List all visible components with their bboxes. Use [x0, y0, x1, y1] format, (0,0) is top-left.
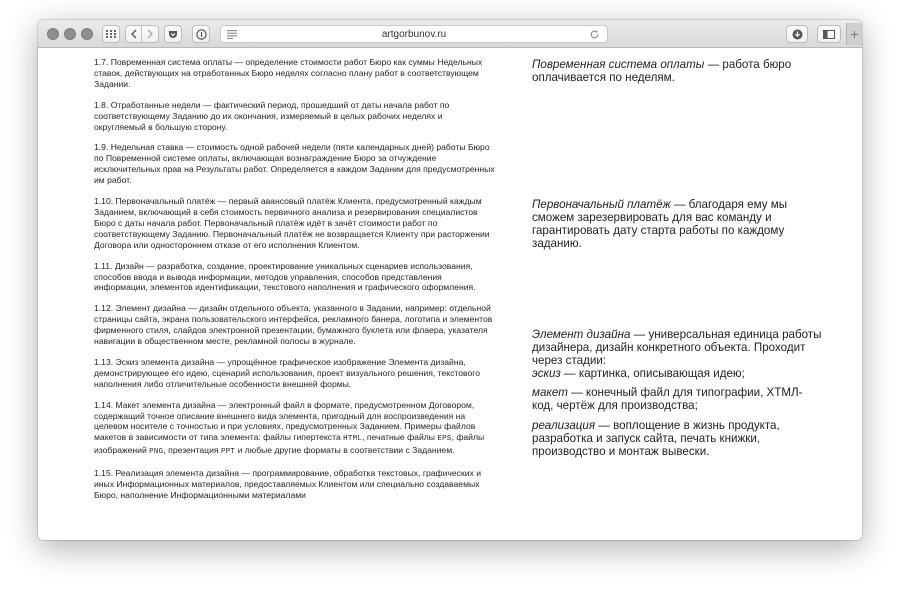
format-ppt: PPT: [220, 448, 236, 457]
browser-toolbar: [38, 20, 862, 48]
note-intro: [532, 328, 822, 367]
forward-button[interactable]: [142, 25, 159, 43]
reload-icon[interactable]: [589, 29, 600, 40]
term-1-14-text-c: , файлы изображений: [94, 432, 485, 456]
stage-text: — картинка, описывающая идею;: [564, 367, 745, 381]
side-note-initial-payment: [532, 198, 822, 250]
term-1-15: 1.15. Реализация элемента дизайна — программирование, обработка текстовых, графических и иных Информационных материалов, предоставляемых Клиентом или специально создаваемых Бюро, наполнение Информационными материалами: [94, 468, 481, 500]
term-1-10: 1.10. Первоначальный платёж — первый авансовый платёж Клиента, предусмотренный каждым Заданием, включающий в себя стоимость первичного анализа и резервирования специалистов Бюро с даты начала работ. Первоначальный платёж идёт в зачёт стоимости работ по соответствующему Заданию. Первоначальный платёж не возвращается Клиенту при расторжении Договора или одностороннем отказе от его исполнения Клиентом.: [94, 196, 490, 250]
back-button[interactable]: [125, 25, 142, 43]
term-1-11: 1.11. Дизайн — разработка, создание, проектирование уникальных сценариев использования, способов ввода и вывода информации, методов управления, способов представления информации, элементов идентификации, текстового наполнения и графического оформления.: [94, 260, 476, 293]
zoom-window-button[interactable]: [81, 28, 93, 40]
side-note-design-element: [532, 328, 822, 458]
chevron-left-icon: [131, 29, 137, 39]
download-icon: [792, 29, 803, 40]
page-content: [38, 49, 862, 540]
side-note-payment-system: [532, 58, 822, 84]
term-1-14-text-d: , презентация: [163, 445, 219, 456]
new-tab-button[interactable]: [846, 23, 862, 45]
stage-layout: [532, 386, 822, 412]
address-url: artgorbunov.ru: [381, 28, 447, 40]
info-circle-icon: [196, 29, 207, 40]
chevron-right-icon: [147, 29, 153, 39]
note-term: Первоначальный платёж: [532, 198, 671, 211]
stage-text: — конечный файл для типографии, ХТМЛ-код, чертёж для производства;: [532, 386, 803, 413]
stage-term: реализация: [532, 418, 596, 432]
stage-sketch: [532, 367, 822, 380]
grid-icon: [106, 30, 116, 38]
term-1-9: 1.9. Недельная ставка — стоимость одной рабочей недели (пяти календарных дней) работы Бюро по Повременной системе оплаты, включающая вознаграждение Бюро за отчуждение исключительных прав на Результаты работ. Определяется в каждом Задании для предусмотренных им работ.: [94, 142, 495, 186]
format-eps: EPS: [437, 435, 452, 444]
stage-term: макет: [532, 386, 568, 400]
downloads-button[interactable]: [786, 25, 808, 43]
term-1-13: 1.13. Эскиз элемента дизайна — упрощённое графическое изображение Элемента дизайна, демонстрирующее его идею, сценарий использования, проект визуального решения, текстового наполнения либо отличительные особенности внешней формы.: [94, 356, 481, 389]
term-1-14-text-a: 1.14. Макет элемента дизайна — электронный файл в формате, предусмотренном Договором, содержащий точное описание внешнего вида элемента, пригодный для воспроизведения на целевом носителе с точностью и при условиях, предусмотренных Заданием. Примеры файлов макетов в зависимости от типа элемента: файлы гипертекста: [94, 399, 476, 443]
note-term: Элемент дизайна: [532, 328, 631, 341]
pocket-icon: [168, 30, 178, 39]
show-all-tabs-button[interactable]: [102, 25, 120, 43]
stage-text: — воплощение в жизнь продукта, разработка и запуск сайта, печать книжки, производство и монтаж вывески.: [532, 418, 780, 458]
term-1-7: 1.7. Повременная система оплаты — определение стоимости работ Бюро как суммы Недельных ставок, действующих на отработанных Бюро неделях согласно плану работ в соответствующем Задании.: [94, 57, 483, 89]
note-text: — благодаря ему мы сможем зарезервировать для вас команду и гарантировать дату старта работы по каждому заданию.: [532, 198, 788, 251]
format-png: PNG: [149, 448, 164, 457]
term-1-14-text-b: , печатные файлы: [362, 432, 435, 443]
minimize-window-button[interactable]: [64, 28, 76, 40]
stage-term: эскиз: [532, 367, 561, 381]
address-bar[interactable]: [220, 25, 608, 43]
term-1-12: 1.12. Элемент дизайна — дизайн отдельного объекта, указанного в Задании, например: отдельной страницы сайта, экрана пользовательского интерфейса, рекламного банера, логотипа и элементов фирменного стиля, слайдов электронной презентации, бумажного буклета или флаера, указателя навигации в общественном месте, рекламной полосы в журнале.: [94, 303, 493, 347]
plus-icon: +: [850, 26, 859, 42]
term-1-14-text-e: и любые другие форматы в соответствии с Заданием.: [237, 445, 455, 456]
format-html: HTML: [343, 435, 363, 444]
note-text: — универсальная единица работы дизайнера, дизайн конкретного объекта. Проходит через стадии:: [532, 328, 822, 368]
sidebar-button[interactable]: [817, 25, 841, 43]
note-text: — работа бюро оплачивается по неделям.: [532, 58, 792, 85]
close-window-button[interactable]: [47, 28, 59, 40]
sidebar-icon: [823, 30, 835, 39]
terms-column: [94, 57, 496, 511]
reader-icon[interactable]: [227, 30, 237, 39]
term-1-14: [94, 400, 496, 459]
stage-implementation: [532, 419, 822, 458]
note-term: Повременная система оплаты: [532, 58, 705, 71]
term-1-8: 1.8. Отработанные недели — фактический период, прошедший от даты начала работ по соответствующему Заданию до их окончания, измеряемый в целых рабочих неделях и округляемый в большую сторону.: [94, 99, 450, 132]
pocket-button[interactable]: [164, 25, 182, 43]
info-button[interactable]: [192, 25, 210, 43]
browser-window: [38, 20, 862, 540]
